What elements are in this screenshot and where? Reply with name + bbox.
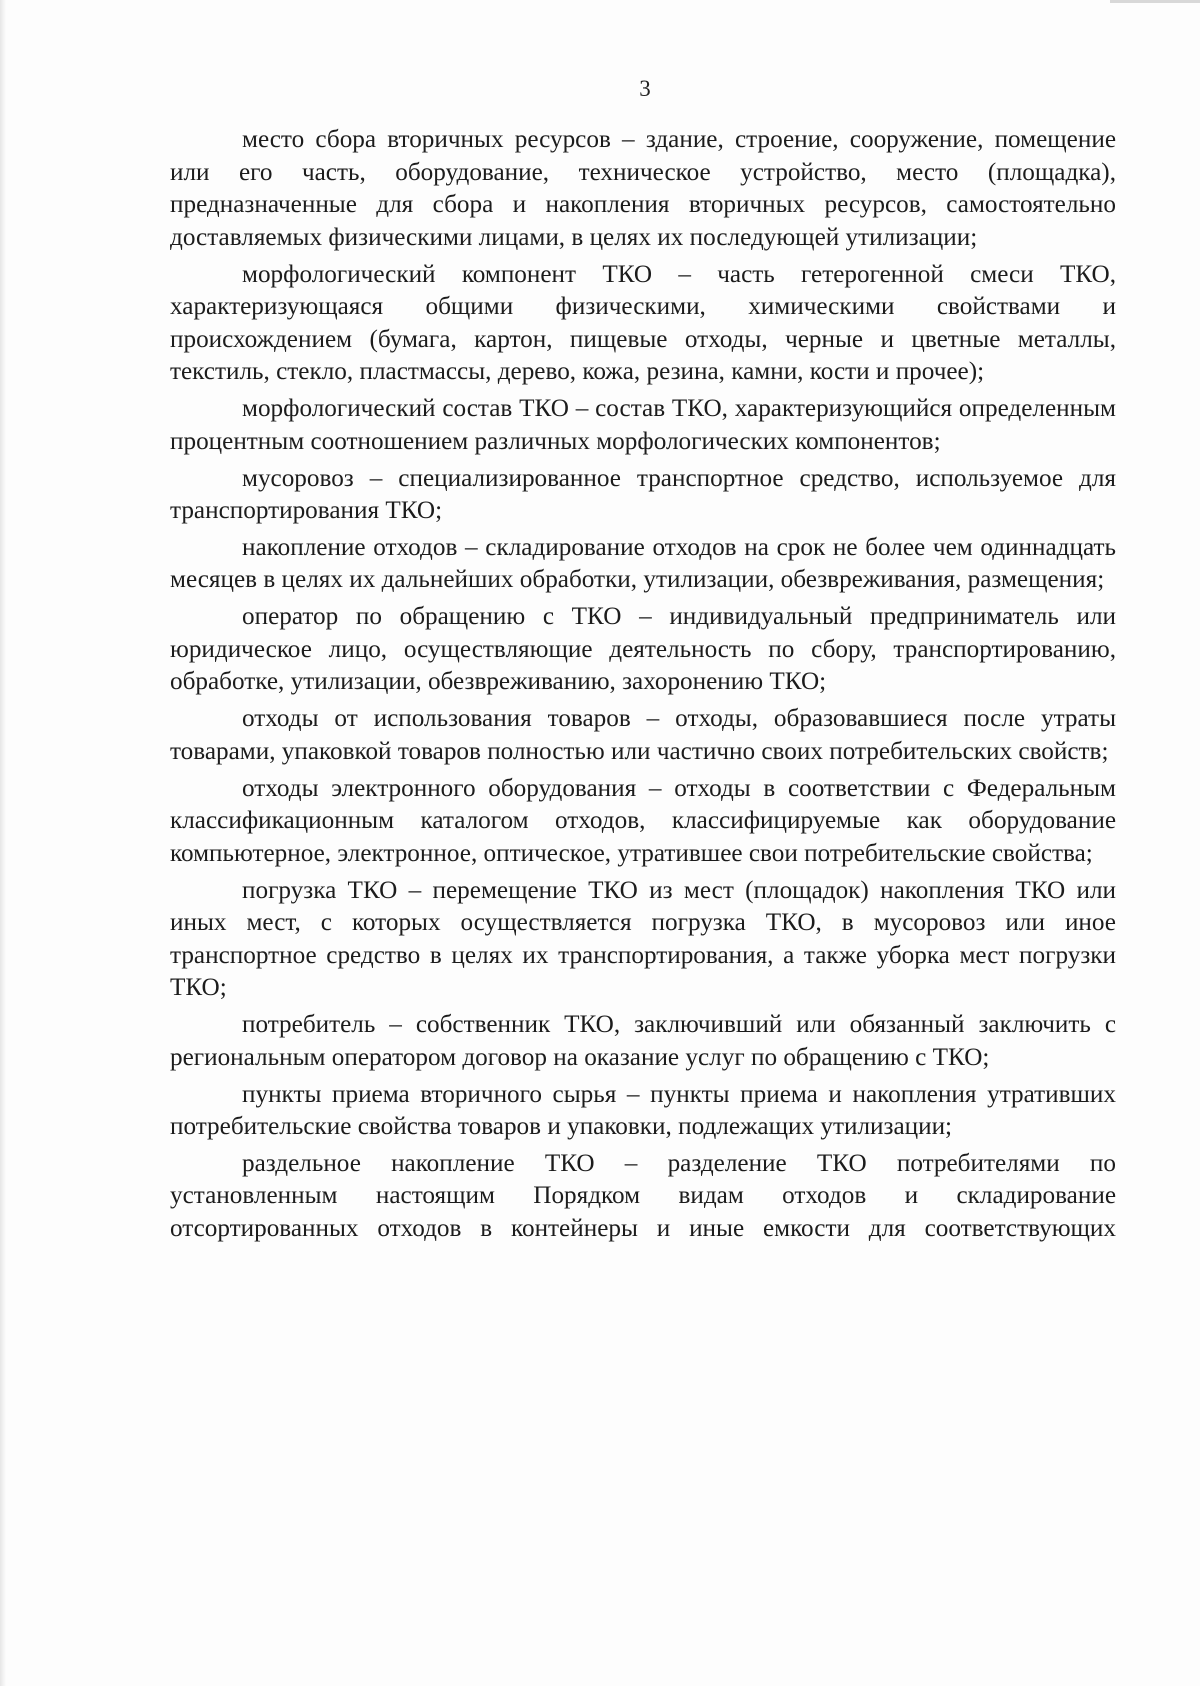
document-body (170, 124, 1116, 1250)
definition-paragraph: отходы от использования товаров – отходы, образовавшиеся после утраты товарами, упаковкой товаров полностью или частично своих потребительских свойств; (170, 705, 1116, 765)
definition-paragraph: морфологический компонент ТКО – часть гетерогенной смеси ТКО, характеризующаяся общими физическими, химическими свойствами и происхождением (бумага, картон, пищевые отходы, черные и цветные металлы, текстиль, стекло, пластмассы, дерево, кожа, резина, камни, кости и прочее); (170, 260, 1116, 386)
definition-paragraph: оператор по обращению с ТКО – индивидуальный предприниматель или юридическое лицо, осуществляющие деятельность по сбору, транспортированию, обработке, утилизации, обезвреживанию, захоронению ТКО; (170, 603, 1116, 696)
definition-paragraph: пункты приема вторичного сырья – пункты приема и накопления утративших потребительские свойства товаров и упаковки, подлежащих утилизации; (170, 1080, 1116, 1141)
definition-paragraph: место сбора вторичных ресурсов – здание, строение, сооружение, помещение или его часть, оборудование, техническое устройство, место (площадка), предназначенные для сбора и накопления вторичных ресурсов, самостоятельно доставляемых физическими лицами, в целях их последующей утилизации; (170, 126, 1116, 251)
definition-paragraph: раздельное накопление ТКО – разделение ТКО потребителями по установленным настоящим Порядком видам отходов и складирование отсортированных отходов в контейнеры и иные емкости для соответствующих (170, 1149, 1116, 1243)
definition-paragraph: погрузка ТКО – перемещение ТКО из мест (площадок) накопления ТКО или иных мест, с которых осуществляется погрузка ТКО, в мусоровоз или иное транспортное средство в целях их транспортирования, а также уборка мест погрузки ТКО; (170, 876, 1116, 1002)
definition-paragraph: потребитель – собственник ТКО, заключивший или обязанный заключить с региональным оператором договор на оказание услуг по обращению с ТКО; (170, 1011, 1116, 1071)
page-number: 3 (639, 76, 651, 101)
scan-mark (1110, 0, 1200, 3)
definition-paragraph: мусоровоз – специализированное транспортное средство, используемое для транспортирования ТКО; (170, 464, 1116, 525)
definition-paragraph: отходы электронного оборудования – отходы в соответствии с Федеральным классификационным каталогом отходов, классифицируемые как оборудование компьютерное, электронное, оптическое, утратившее свои потребительские свойства; (170, 774, 1116, 867)
definition-paragraph: накопление отходов – складирование отходов на срок не более чем одиннадцать месяцев в целях их дальнейших обработки, утилизации, обезвреживания, размещения; (170, 533, 1116, 594)
definition-paragraph: морфологический состав ТКО – состав ТКО, характеризующийся определенным процентным соотношением различных морфологических компонентов; (170, 395, 1116, 455)
scan-edge (0, 0, 6, 1686)
